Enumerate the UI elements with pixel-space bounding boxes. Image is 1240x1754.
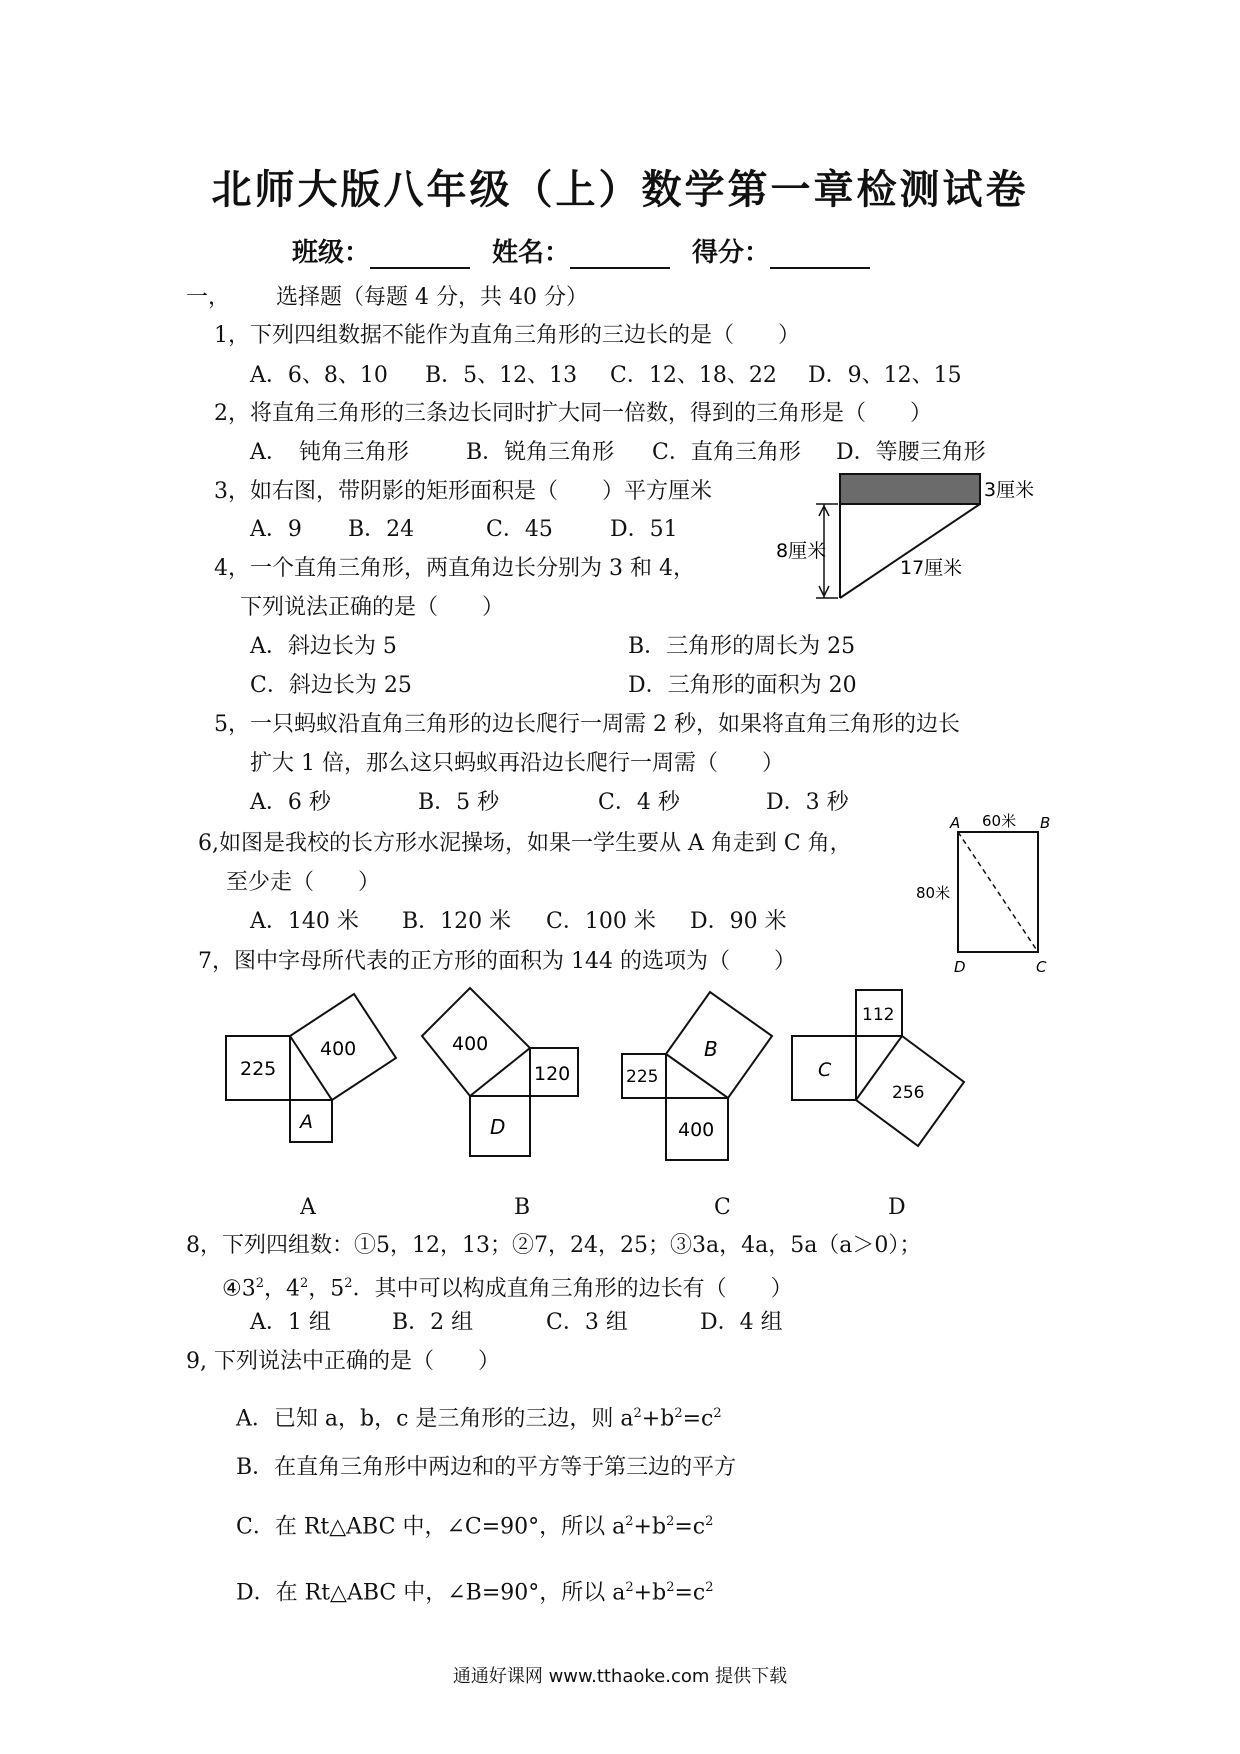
q4-option-c: C．斜边长为 25 [250, 673, 412, 698]
section-title: 选择题（每题 4 分，共 40 分） [276, 285, 588, 310]
q4-stem-line1: 4，一个直角三角形，两直角边长分别为 3 和 4， [214, 556, 695, 581]
q9-a-eq-c: =c [682, 1406, 714, 1432]
q2-option-a: A． 钝角三角形 [250, 440, 409, 465]
q7-figure-d [792, 990, 964, 1146]
q9-option-d [236, 1574, 714, 1607]
q7-figure-b [422, 988, 578, 1156]
q4-stem-line2: 下列说法正确的是（ ） [240, 595, 505, 620]
q9-option-a [236, 1400, 722, 1433]
q9-c-sup3: 2 [705, 1514, 714, 1529]
q6-label-top: 60米 [982, 812, 1017, 830]
q7-figure-a [226, 994, 396, 1142]
q3-option-b: B．24 [348, 517, 415, 542]
q8-option-b: B．2 组 [392, 1310, 474, 1335]
q8-item4-d: ．其中可以构成直角三角形的边长有（ ） [352, 1276, 793, 1302]
q3-label-left: 8厘米 [776, 540, 827, 562]
q2-stem: 2，将直角三角形的三条边长同时扩大同一倍数，得到的三角形是（ ） [214, 401, 932, 426]
q6-corner-c: C [1036, 958, 1047, 976]
q7c-label-unknown: B [704, 1037, 718, 1061]
q9-d-text: D．在 Rt△ABC 中，∠B=90°，所以 a [236, 1580, 626, 1606]
q8-item4-b: ，4 [264, 1276, 301, 1302]
q3-stem: 3，如右图，带阴影的矩形面积是（ ）平方厘米 [214, 479, 712, 504]
q3-option-a: A．9 [250, 517, 302, 542]
q4-option-a: A．斜边长为 5 [250, 634, 397, 659]
q3-option-d: D．51 [610, 517, 678, 542]
q8-item4-a: ④3 [222, 1276, 256, 1302]
q7-stem: 7，图中字母所代表的正方形的面积为 144 的选项为（ ） [198, 949, 796, 974]
q9-d-sup2: 2 [666, 1580, 675, 1595]
q9-a-plus-b: +b [641, 1406, 675, 1432]
q9-a-sup2: 2 [674, 1406, 683, 1421]
q9-option-c [236, 1508, 713, 1541]
q4-option-b: B．三角形的周长为 25 [628, 634, 856, 659]
section-number: 一， [186, 285, 231, 310]
q1-stem: 1，下列四组数据不能作为直角三角形的三边长的是（ ） [214, 323, 800, 348]
q5-option-a: A．6 秒 [250, 790, 331, 815]
q9-c-eq-c: =c [674, 1514, 706, 1540]
q7-figure-c [622, 992, 772, 1160]
q9-a-sup1: 2 [633, 1406, 642, 1421]
q4-option-d: D．三角形的面积为 20 [628, 673, 857, 698]
q7d-label-unknown: C [818, 1059, 832, 1081]
q5-option-d: D．3 秒 [766, 790, 849, 815]
q9-c-sup1: 2 [625, 1514, 634, 1529]
q1-option-d: D．9、12、15 [808, 363, 962, 388]
q1-option-c: C．12、18、22 [610, 363, 777, 388]
q9-d-sup1: 2 [625, 1580, 634, 1595]
q6-stem-line1: 6,如图是我校的长方形水泥操场，如果一学生要从 A 角走到 C 角， [198, 831, 852, 856]
q9-d-sup3: 2 [705, 1580, 714, 1595]
q8-sup-1: 2 [255, 1276, 265, 1291]
q8-option-c: C．3 组 [546, 1310, 628, 1335]
q1-option-a: A．6、8、10 [250, 363, 388, 388]
q6-option-d: D．90 米 [690, 909, 787, 934]
q6-option-b: B．120 米 [402, 909, 512, 934]
q7-caption-b: B [514, 1195, 531, 1220]
q2-option-c: C．直角三角形 [652, 440, 801, 465]
q7a-label-hypotenuse: 400 [320, 1038, 357, 1060]
q7a-label-unknown: A [300, 1111, 313, 1133]
q7c-label-left: 225 [626, 1067, 659, 1087]
q7d-label-top: 112 [862, 1005, 895, 1025]
q8-stem-line1: 8，下列四组数：①5，12，13；②7，24，25；③3a，4a，5a（a＞0）； [186, 1233, 922, 1258]
footer-credit: 通通好课网 www.tthaoke.com 提供下载 [452, 1666, 788, 1687]
q3-label-top: 3厘米 [984, 479, 1035, 501]
q7c-square-hypotenuse [666, 992, 772, 1098]
q6-stem-line2: 至少走（ ） [226, 870, 381, 895]
q8-item4-c: ，5 [308, 1276, 345, 1302]
q9-option-b: B．在直角三角形中两边和的平方等于第三边的平方 [236, 1455, 737, 1480]
q5-stem-line2: 扩大 1 倍，那么这只蚂蚁再沿边长爬行一周需（ ） [250, 751, 784, 776]
q7d-label-hypotenuse: 256 [892, 1083, 925, 1103]
q5-stem-line1: 5，一只蚂蚁沿直角三角形的边长爬行一周需 2 秒，如果将直角三角形的边长 [214, 712, 960, 737]
q5-option-b: B．5 秒 [418, 790, 500, 815]
q3-option-c: C．45 [486, 517, 553, 542]
q8-stem-line2 [222, 1270, 793, 1303]
q7-caption-c: C [714, 1195, 731, 1220]
q8-sup-2: 2 [300, 1276, 309, 1291]
q3-label-hypotenuse: 17厘米 [900, 557, 963, 579]
q6-corner-a: A [950, 814, 961, 832]
q6-label-left: 80米 [916, 884, 951, 902]
page-title: 北师大版八年级（上）数学第一章检测试卷 [211, 167, 1029, 213]
q9-d-eq-c: =c [674, 1580, 706, 1606]
q9-c-plus-b: +b [633, 1514, 667, 1540]
q7-caption-d: D [888, 1195, 906, 1220]
q7-caption-a: A [300, 1195, 316, 1220]
q7b-label-hypotenuse: 400 [452, 1033, 489, 1055]
q6-option-c: C．100 米 [546, 909, 656, 934]
q9-a-text: A．已知 a，b，c 是三角形的三边，则 a [236, 1406, 634, 1432]
q9-stem: 9, 下列说法中正确的是（ ） [186, 1349, 500, 1374]
name-label: 姓名： [492, 238, 571, 268]
q7b-label-unknown: D [490, 1115, 506, 1139]
q7b-label-right: 120 [534, 1063, 571, 1085]
q9-d-plus-b: +b [633, 1580, 667, 1606]
q9-c-text: C．在 Rt△ABC 中，∠C=90°，所以 a [236, 1514, 626, 1540]
q5-option-c: C．4 秒 [598, 790, 680, 815]
q6-corner-d: D [954, 958, 966, 976]
q9-a-sup3: 2 [713, 1406, 722, 1421]
q2-option-d: D．等腰三角形 [836, 440, 986, 465]
q9-c-sup2: 2 [666, 1514, 675, 1529]
q6-corner-b: B [1040, 814, 1051, 832]
q6-option-a: A．140 米 [250, 909, 359, 934]
q8-option-d: D．4 组 [700, 1310, 783, 1335]
class-label: 班级： [292, 238, 371, 268]
score-label: 得分： [692, 238, 771, 268]
q1-option-b: B．5、12、13 [425, 363, 578, 388]
q7c-label-bottom: 400 [678, 1119, 715, 1141]
q8-option-a: A．1 组 [250, 1310, 331, 1335]
q7a-label-left: 225 [240, 1058, 277, 1080]
q2-option-b: B．锐角三角形 [466, 440, 615, 465]
q8-sup-3: 2 [344, 1276, 353, 1291]
